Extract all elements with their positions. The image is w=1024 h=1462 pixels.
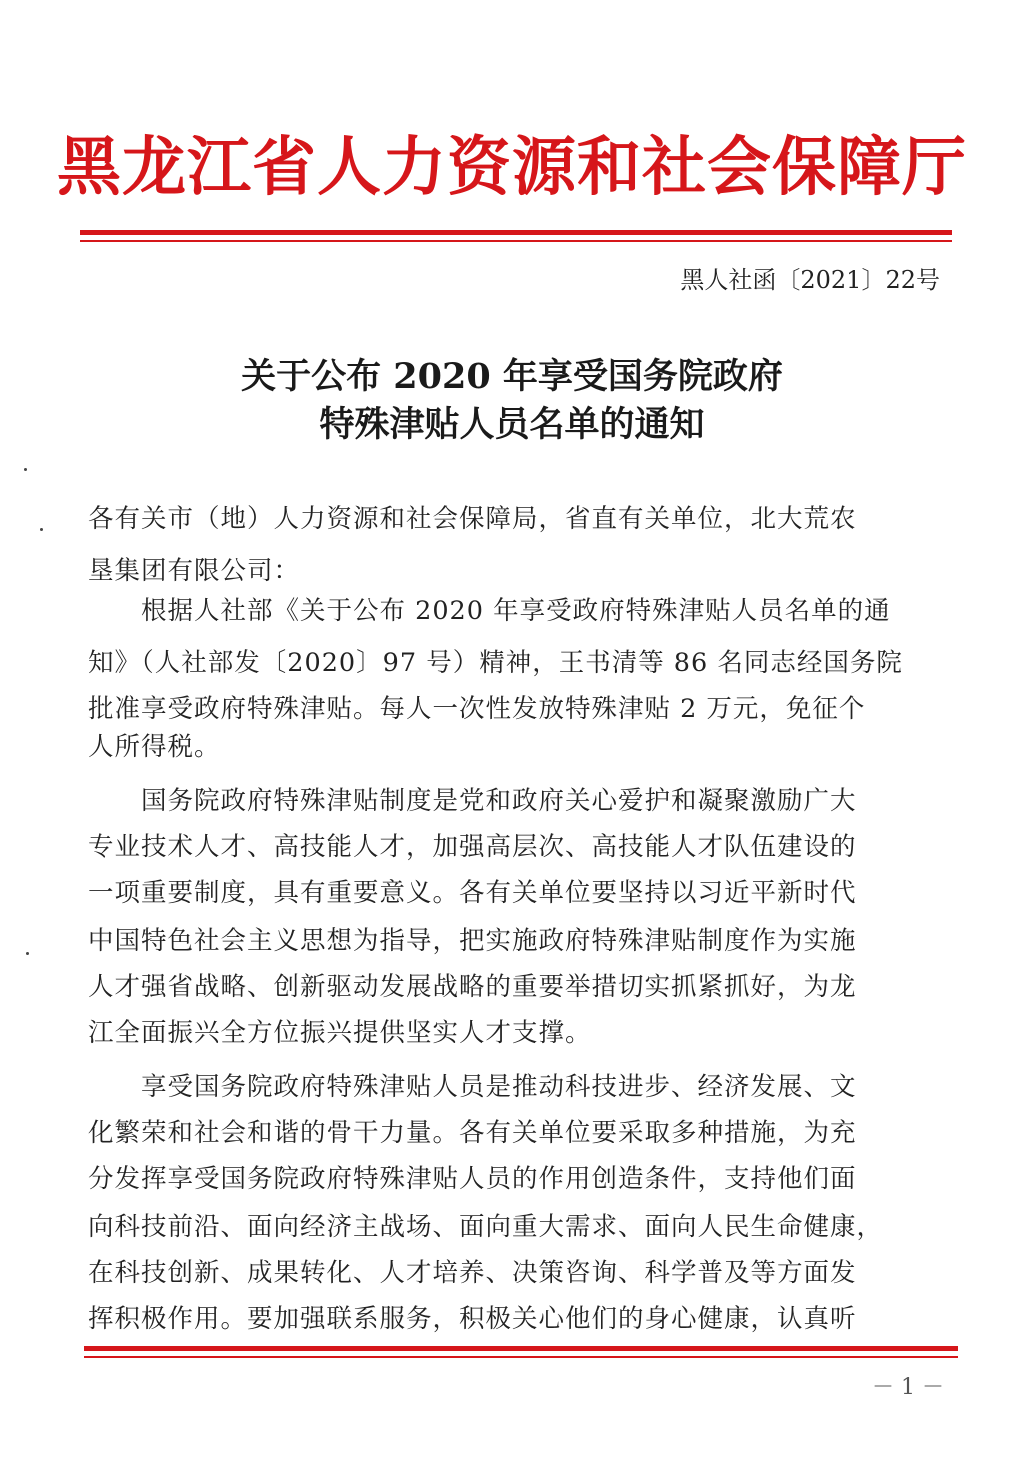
body-line-4: 知》（人社部发〔2020〕97 号）精神，王书清等 86 名同志经国务院 (88, 648, 903, 678)
body-line-9: 一项重要制度，具有重要意义。各有关单位要坚持以习近平新时代 (88, 878, 857, 908)
body-line-16: 向科技前沿、面向经济主战场、面向重大需求、面向人民生命健康， (88, 1212, 884, 1242)
footer-rule-thin (84, 1356, 958, 1358)
body-line-12: 江全面振兴全方位振兴提供坚实人才支撑。 (88, 1018, 592, 1048)
body-line-7: 国务院政府特殊津贴制度是党和政府关心爱护和凝聚激励广大 (88, 786, 857, 816)
body-line-17: 在科技创新、成果转化、人才培养、决策咨询、科学普及等方面发 (88, 1258, 857, 1288)
body-line-18: 挥积极作用。要加强联系服务，积极关心他们的身心健康，认真听 (88, 1304, 857, 1334)
body-line-8: 专业技术人才、高技能人才，加强高层次、高技能人才队伍建设的 (88, 832, 857, 862)
body-line-6: 人所得税。 (88, 732, 221, 762)
document-title-line-2: 特殊津贴人员名单的通知 (319, 404, 705, 445)
body-line-1: 各有关市（地）人力资源和社会保障局，省直有关单位，北大荒农 (88, 504, 857, 534)
body-line-15: 分发挥享受国务院政府特殊津贴人员的作用创造条件，支持他们面 (88, 1164, 857, 1194)
body-line-14: 化繁荣和社会和谐的骨干力量。各有关单位要采取多种措施，为充 (88, 1118, 857, 1148)
letterhead-rule-thin (80, 240, 952, 242)
document-title-line-1: 关于公布 2020 年享受国务院政府 (241, 356, 783, 397)
letterhead-rule-thick (80, 230, 952, 235)
body-line-13: 享受国务院政府特殊津贴人员是推动科技进步、经济发展、文 (88, 1072, 857, 1102)
page-number-text: － 1 － (872, 1375, 944, 1400)
scan-speck (40, 528, 43, 531)
body-line-2: 垦集团有限公司： (88, 556, 301, 586)
body-line-3: 根据人社部《关于公布 2020 年享受政府特殊津贴人员名单的通 (88, 596, 891, 626)
document-number: 黑人社函〔2021〕22号 (680, 266, 940, 294)
page-number (0, 1370, 1024, 1401)
letterhead-org-name: 黑龙江省人力资源和社会保障厅 (57, 131, 967, 205)
footer-rule-thick (84, 1346, 958, 1351)
body-line-11: 人才强省战略、创新驱动发展战略的重要举措切实抓紧抓好，为龙 (88, 972, 857, 1002)
body-line-10: 中国特色社会主义思想为指导，把实施政府特殊津贴制度作为实施 (88, 926, 857, 956)
body-line-5: 批准享受政府特殊津贴。每人一次性发放特殊津贴 2 万元，免征个 (88, 694, 866, 724)
scan-speck (24, 468, 27, 471)
scan-speck (26, 952, 29, 955)
